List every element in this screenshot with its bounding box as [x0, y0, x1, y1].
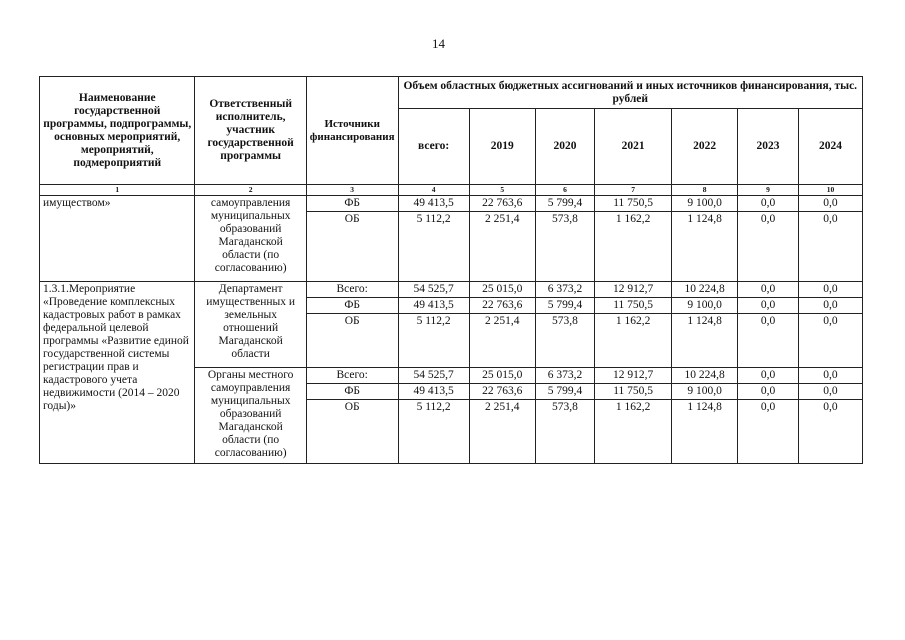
value-cell: 0,0 — [738, 196, 799, 212]
header-name: Наименование государственной программы, подпрограммы, основных мероприятий, мероприятий, подмероприятий — [40, 77, 195, 185]
responsible-cell: самоуправления муниципальных образований Магаданской области (по согласованию) — [195, 196, 306, 282]
value-cell: 1 124,8 — [672, 314, 738, 368]
col-number: 10 — [798, 185, 862, 196]
value-cell: 2 251,4 — [469, 212, 535, 282]
header-year-2020: 2020 — [535, 109, 594, 185]
value-cell: 54 525,7 — [398, 368, 469, 384]
source-cell: ФБ — [306, 298, 398, 314]
value-cell: 0,0 — [738, 212, 799, 282]
col-number: 7 — [595, 185, 672, 196]
value-cell: 0,0 — [738, 314, 799, 368]
value-cell: 10 224,8 — [672, 368, 738, 384]
column-number-row — [40, 185, 863, 196]
value-cell: 49 413,5 — [398, 298, 469, 314]
col-number: 2 — [195, 185, 306, 196]
value-cell: 0,0 — [798, 368, 862, 384]
value-cell: 5 112,2 — [398, 400, 469, 464]
value-cell: 1 124,8 — [672, 400, 738, 464]
header-year-2021: 2021 — [595, 109, 672, 185]
value-cell: 573,8 — [535, 314, 594, 368]
source-cell: Всего: — [306, 368, 398, 384]
source-cell: ОБ — [306, 314, 398, 368]
value-cell: 9 100,0 — [672, 298, 738, 314]
value-cell: 0,0 — [738, 298, 799, 314]
value-cell: 49 413,5 — [398, 384, 469, 400]
col-number: 5 — [469, 185, 535, 196]
value-cell: 11 750,5 — [595, 384, 672, 400]
col-number: 4 — [398, 185, 469, 196]
value-cell: 9 100,0 — [672, 384, 738, 400]
program-name-cell: 1.3.1.Мероприятие «Проведение комплексных кадастровых работ в рамках федеральной целевой программы «Развитие единой государственной системы регистрации прав и кадастрового учета недвижимости (2014 – 2020 годы)» — [40, 282, 195, 464]
value-cell: 5 112,2 — [398, 314, 469, 368]
value-cell: 0,0 — [798, 400, 862, 464]
header-responsible: Ответственный исполнитель, участник государственной программы — [195, 77, 306, 185]
value-cell: 12 912,7 — [595, 282, 672, 298]
header-year-total: всего: — [398, 109, 469, 185]
value-cell: 54 525,7 — [398, 282, 469, 298]
value-cell: 5 799,4 — [535, 298, 594, 314]
value-cell: 0,0 — [798, 384, 862, 400]
col-number: 3 — [306, 185, 398, 196]
col-number: 9 — [738, 185, 799, 196]
value-cell: 11 750,5 — [595, 196, 672, 212]
budget-table — [39, 76, 863, 464]
header-source: Источники финансирования — [306, 77, 398, 185]
value-cell: 12 912,7 — [595, 368, 672, 384]
value-cell: 25 015,0 — [469, 368, 535, 384]
responsible-cell: Департамент имущественных и земельных отношений Магаданской области — [195, 282, 306, 368]
source-cell: ОБ — [306, 400, 398, 464]
value-cell: 25 015,0 — [469, 282, 535, 298]
responsible-cell: Органы местного самоуправления муниципальных образований Магаданской области (по согласованию) — [195, 368, 306, 464]
table-row — [40, 282, 863, 298]
value-cell: 6 373,2 — [535, 368, 594, 384]
value-cell: 0,0 — [738, 368, 799, 384]
program-name-cell: имуществом» — [40, 196, 195, 282]
value-cell: 0,0 — [798, 298, 862, 314]
source-cell: ФБ — [306, 384, 398, 400]
value-cell: 6 373,2 — [535, 282, 594, 298]
value-cell: 0,0 — [798, 196, 862, 212]
value-cell: 5 799,4 — [535, 384, 594, 400]
value-cell: 5 799,4 — [535, 196, 594, 212]
source-cell: Всего: — [306, 282, 398, 298]
page-number: 14 — [432, 36, 445, 51]
value-cell: 1 162,2 — [595, 212, 672, 282]
value-cell: 2 251,4 — [469, 400, 535, 464]
value-cell: 0,0 — [798, 314, 862, 368]
header-volume: Объем областных бюджетных ассигнований и иных источников финансирования, тыс. рублей — [398, 77, 862, 109]
value-cell: 10 224,8 — [672, 282, 738, 298]
source-cell: ФБ — [306, 196, 398, 212]
value-cell: 1 124,8 — [672, 212, 738, 282]
value-cell: 573,8 — [535, 212, 594, 282]
value-cell: 0,0 — [738, 282, 799, 298]
value-cell: 11 750,5 — [595, 298, 672, 314]
table-row — [40, 196, 863, 212]
value-cell: 0,0 — [798, 282, 862, 298]
header-year-2022: 2022 — [672, 109, 738, 185]
value-cell: 1 162,2 — [595, 400, 672, 464]
col-number: 6 — [535, 185, 594, 196]
value-cell: 2 251,4 — [469, 314, 535, 368]
value-cell: 49 413,5 — [398, 196, 469, 212]
value-cell: 0,0 — [738, 400, 799, 464]
value-cell: 573,8 — [535, 400, 594, 464]
value-cell: 9 100,0 — [672, 196, 738, 212]
value-cell: 22 763,6 — [469, 196, 535, 212]
source-cell: ОБ — [306, 212, 398, 282]
col-number: 8 — [672, 185, 738, 196]
value-cell: 22 763,6 — [469, 384, 535, 400]
col-number: 1 — [40, 185, 195, 196]
header-year-2023: 2023 — [738, 109, 799, 185]
value-cell: 5 112,2 — [398, 212, 469, 282]
value-cell: 0,0 — [798, 212, 862, 282]
header-year-2024: 2024 — [798, 109, 862, 185]
value-cell: 1 162,2 — [595, 314, 672, 368]
value-cell: 0,0 — [738, 384, 799, 400]
value-cell: 22 763,6 — [469, 298, 535, 314]
header-year-2019: 2019 — [469, 109, 535, 185]
